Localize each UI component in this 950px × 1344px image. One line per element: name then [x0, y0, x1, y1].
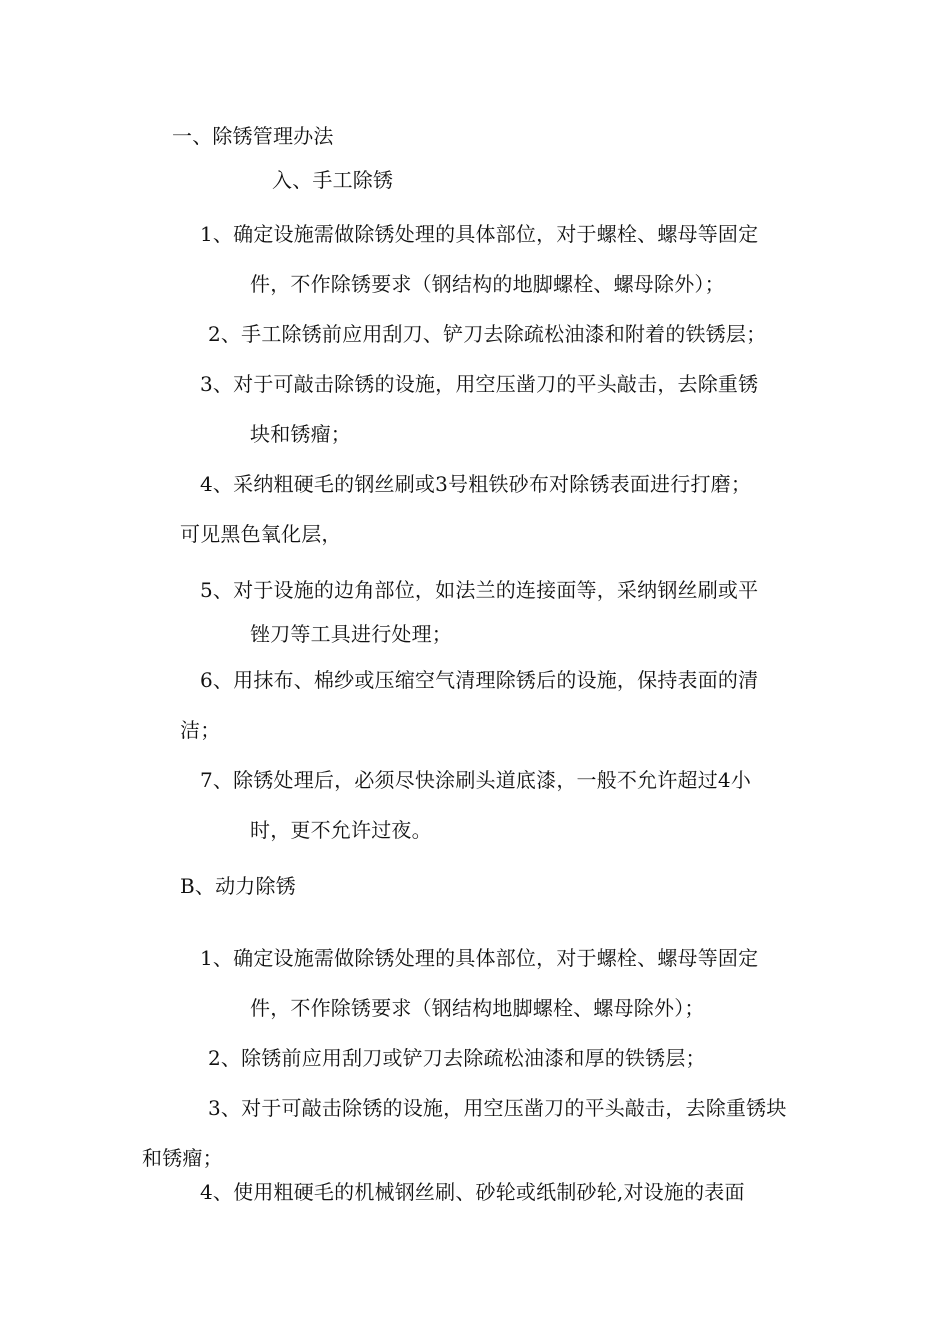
section-b-title: B、动力除锈 — [180, 874, 296, 898]
section-a-item-6-line-2: 洁； — [180, 718, 221, 742]
section-a-title: 入、手工除锈 — [272, 168, 394, 192]
section-b-item-1-line-1: 1、确定设施需做除锈处理的具体部位，对于螺栓、螺母等固定 — [200, 946, 759, 970]
section-a-item-2-line-1: 2、手工除锈前应用刮刀、铲刀去除疏松油漆和附着的铁锈层； — [208, 322, 767, 346]
section-a-item-3-line-2: 块和锈瘤； — [250, 422, 351, 446]
section-a-item-4-line-1: 4、采纳粗硬毛的钢丝刷或3号粗铁砂布对除锈表面进行打磨； — [200, 472, 752, 496]
section-a-item-7-line-2: 时，更不允许过夜。 — [250, 818, 432, 842]
section-a-item-1-line-2: 件，不作除锈要求（钢结构的地脚螺栓、螺母除外）； — [250, 272, 725, 296]
section-a-item-3-line-1: 3、对于可敲击除锈的设施，用空压凿刀的平头敲击，去除重锈 — [200, 372, 759, 396]
section-b-item-2-line-1: 2、除锈前应用刮刀或铲刀去除疏松油漆和厚的铁锈层； — [208, 1046, 706, 1070]
main-heading: 一、除锈管理办法 — [172, 124, 334, 148]
section-a-item-1-line-1: 1、确定设施需做除锈处理的具体部位，对于螺栓、螺母等固定 — [200, 222, 759, 246]
section-a-item-6-line-1: 6、用抹布、棉纱或压缩空气清理除锈后的设施，保持表面的清 — [200, 668, 759, 692]
section-b-item-3-line-1: 3、对于可敲击除锈的设施，用空压凿刀的平头敲击，去除重锈块 — [208, 1096, 787, 1120]
section-a-item-7-line-1: 7、除锈处理后，必须尽快涂刷头道底漆，一般不允许超过4小 — [200, 768, 752, 792]
section-b-item-3-line-2: 和锈瘤； — [142, 1146, 223, 1170]
section-a-item-5-line-2: 锉刀等工具进行处理； — [250, 622, 452, 646]
section-a-item-4-line-2: 可见黑色氧化层， — [180, 522, 342, 546]
section-a-item-5-line-1: 5、对于设施的边角部位，如法兰的连接面等，采纳钢丝刷或平 — [200, 578, 759, 602]
section-b-item-1-line-2: 件，不作除锈要求（钢结构地脚螺栓、螺母除外）； — [250, 996, 705, 1020]
section-b-item-4-line-1: 4、使用粗硬毛的机械钢丝刷、砂轮或纸制砂轮,对设施的表面 — [200, 1180, 745, 1204]
